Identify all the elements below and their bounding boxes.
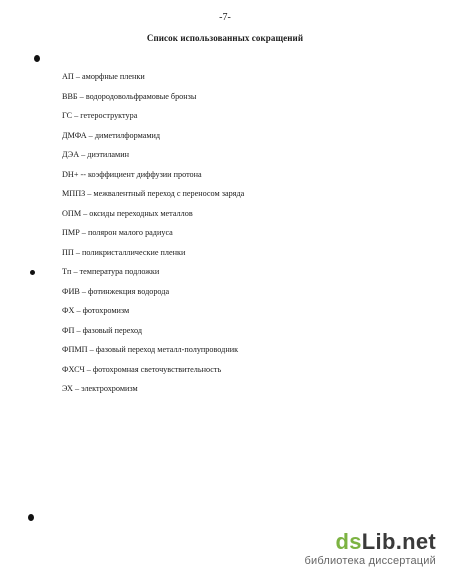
abbreviation-definition: водородовольфрамовые бронзы [85,91,197,101]
abbreviation-definition: фазовый переход металл-полупроводник [95,345,239,354]
abbreviation-item [62,67,244,87]
logo-ds: ds [335,529,362,554]
abbreviation-term: ФПМП [62,345,88,354]
abbreviation-definition: полярон малого радиуса [87,228,173,237]
dslib-subtitle: библиотека диссертаций [304,555,436,567]
logo-lib: Lib [361,529,396,554]
dslib-watermark [304,530,436,568]
abbreviation-list [62,67,244,399]
abbreviation-term: ФИВ [62,286,80,296]
page-number: -7- [219,12,231,23]
abbreviation-item [62,301,244,321]
abbreviation-separator: – [79,91,84,101]
abbreviation-item [62,87,244,107]
abbreviation-item [62,243,244,263]
abbreviation-term: АП [62,72,74,81]
abbreviation-definition: межвалентный переход с переносом заряда [93,189,245,198]
abbreviation-term: ГС [62,111,73,120]
abbreviation-term: ФХСЧ [62,364,85,374]
abbreviation-item [62,223,244,243]
abbreviation-separator: – [74,384,80,393]
abbreviation-definition: электрохромизм [81,384,138,393]
abbreviation-item [62,340,244,360]
abbreviation-definition: аморфные пленки [82,72,145,81]
dslib-logo [304,530,436,554]
abbreviation-term: ДМФА [62,130,87,140]
abbreviation-separator: -- [80,169,86,179]
abbreviation-separator: – [86,364,91,374]
abbreviation-item [62,282,244,302]
page-title: Список использованных сокращений [146,33,304,43]
logo-net: .net [395,529,436,554]
abbreviation-term: ПМР [62,228,80,237]
abbreviation-definition: оксиды переходных металлов [89,208,193,218]
abbreviation-definition: поликристаллические пленки [82,247,186,257]
abbreviation-term: ВВБ [62,91,78,101]
abbreviation-term: ЭХ [62,384,73,393]
abbreviation-term: ДЭА [62,150,80,159]
abbreviation-term: ОПМ [62,208,82,218]
abbreviation-definition: фотохромная светочувствительность [92,364,222,374]
abbreviation-definition: коэффициент диффузии протона [88,169,202,179]
abbreviation-item [62,106,244,126]
abbreviation-definition: температура подложки [79,267,160,276]
abbreviation-term: Tп [62,267,72,276]
abbreviation-term: DH+ [62,169,79,179]
abbreviation-item [62,360,244,380]
abbreviation-term: ФП [62,325,75,335]
abbreviation-separator: – [87,189,92,198]
abbreviation-item [62,379,244,399]
abbreviation-definition: диэтиламин [87,150,129,159]
abbreviation-separator: – [81,150,86,159]
abbreviation-item [62,165,244,185]
abbreviation-definition: фотинжекция водорода [88,286,170,296]
abbreviation-definition: фотохромизм [82,306,130,315]
abbreviation-separator: – [88,130,93,140]
abbreviation-item [62,184,244,204]
abbreviation-definition: гетероструктура [80,111,138,120]
abbreviation-separator: – [73,267,78,276]
abbreviation-separator: – [74,111,79,120]
abbreviation-separator: – [89,345,94,354]
abbreviation-term: МППЗ [62,189,86,198]
abbreviation-item [62,126,244,146]
abbreviation-separator: – [75,247,80,257]
abbreviation-item [62,262,244,282]
abbreviation-item [62,321,244,341]
abbreviation-separator: – [76,325,81,335]
abbreviation-item [62,145,244,165]
abbreviation-separator: – [75,72,80,81]
abbreviation-item [62,204,244,224]
punch-hole-mark [34,55,40,62]
punch-hole-mark [28,514,34,521]
abbreviation-separator: – [83,208,88,218]
abbreviation-separator: – [81,228,86,237]
abbreviation-separator: – [76,306,81,315]
abbreviation-term: ФХ [62,306,75,315]
abbreviation-definition: диметилформамид [94,130,161,140]
abbreviation-separator: – [81,286,86,296]
punch-hole-mark [30,270,35,275]
abbreviation-term: ПП [62,247,74,257]
abbreviation-definition: фазовый переход [82,325,143,335]
